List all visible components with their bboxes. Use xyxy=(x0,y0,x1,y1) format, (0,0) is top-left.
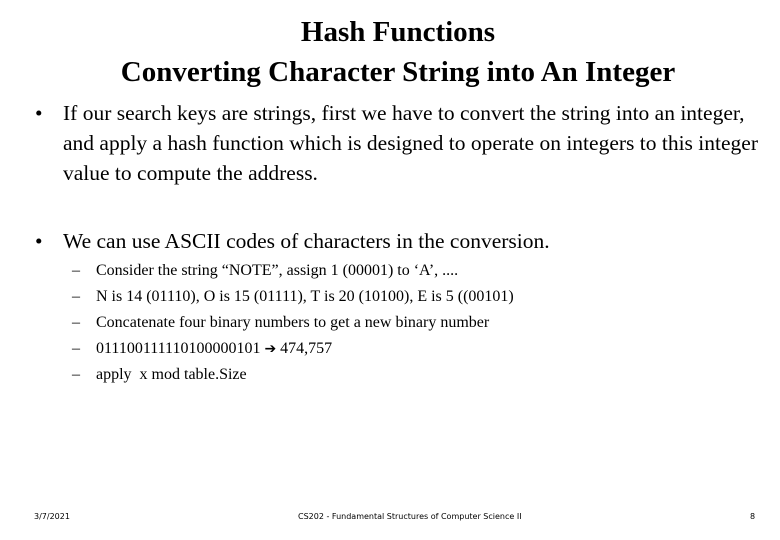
footer-course: CS202 - Fundamental Structures of Computer Science II xyxy=(298,512,522,521)
sub-bullet-4 xyxy=(72,336,514,362)
right-arrow-icon: ➔ xyxy=(264,341,277,357)
dash-marker: – xyxy=(72,366,80,383)
title-line-2: Converting Character String into An Integer xyxy=(120,56,676,88)
title-line-1: Hash Functions xyxy=(300,16,496,48)
sub-bullet-1 xyxy=(72,258,514,284)
bullet-marker: • xyxy=(35,229,43,253)
sub-bullet-3 xyxy=(72,310,514,336)
sub-bullet-5 xyxy=(72,362,514,388)
dash-marker: – xyxy=(72,288,80,305)
sub-bullet-list xyxy=(72,258,514,388)
dash-marker: – xyxy=(72,262,80,279)
slide-title xyxy=(0,12,780,92)
sub-bullet-3-text: Concatenate four binary numbers to get a new binary number xyxy=(96,314,490,331)
sub-bullet-2 xyxy=(72,284,514,310)
dash-marker: – xyxy=(72,314,80,331)
bullet-1-text: If our search keys are strings, first we have to convert the string into an integer, and apply a hash function which is designed to operate on integers to this integer value to compute the address. xyxy=(63,101,758,185)
sub-bullet-5-text: apply x mod table.Size xyxy=(96,366,247,383)
bullet-2-text: We can use ASCII codes of characters in the conversion. xyxy=(63,229,550,253)
bullet-2 xyxy=(35,226,763,256)
dash-marker: – xyxy=(72,340,80,357)
footer-page-number: 8 xyxy=(750,512,756,521)
sub-bullet-1-text: Consider the string “NOTE”, assign 1 (00001) to ‘A’, .... xyxy=(96,262,459,279)
footer-date: 3/7/2021 xyxy=(34,512,70,521)
decimal-value: 474,757 xyxy=(276,340,333,357)
bullet-marker: • xyxy=(35,101,43,125)
sub-bullet-2-text: N is 14 (01110), O is 15 (01111), T is 20 (10100), E is 5 ((00101) xyxy=(96,288,514,305)
binary-string: 011100111110100000101 xyxy=(96,340,265,357)
bullet-1 xyxy=(35,98,763,188)
